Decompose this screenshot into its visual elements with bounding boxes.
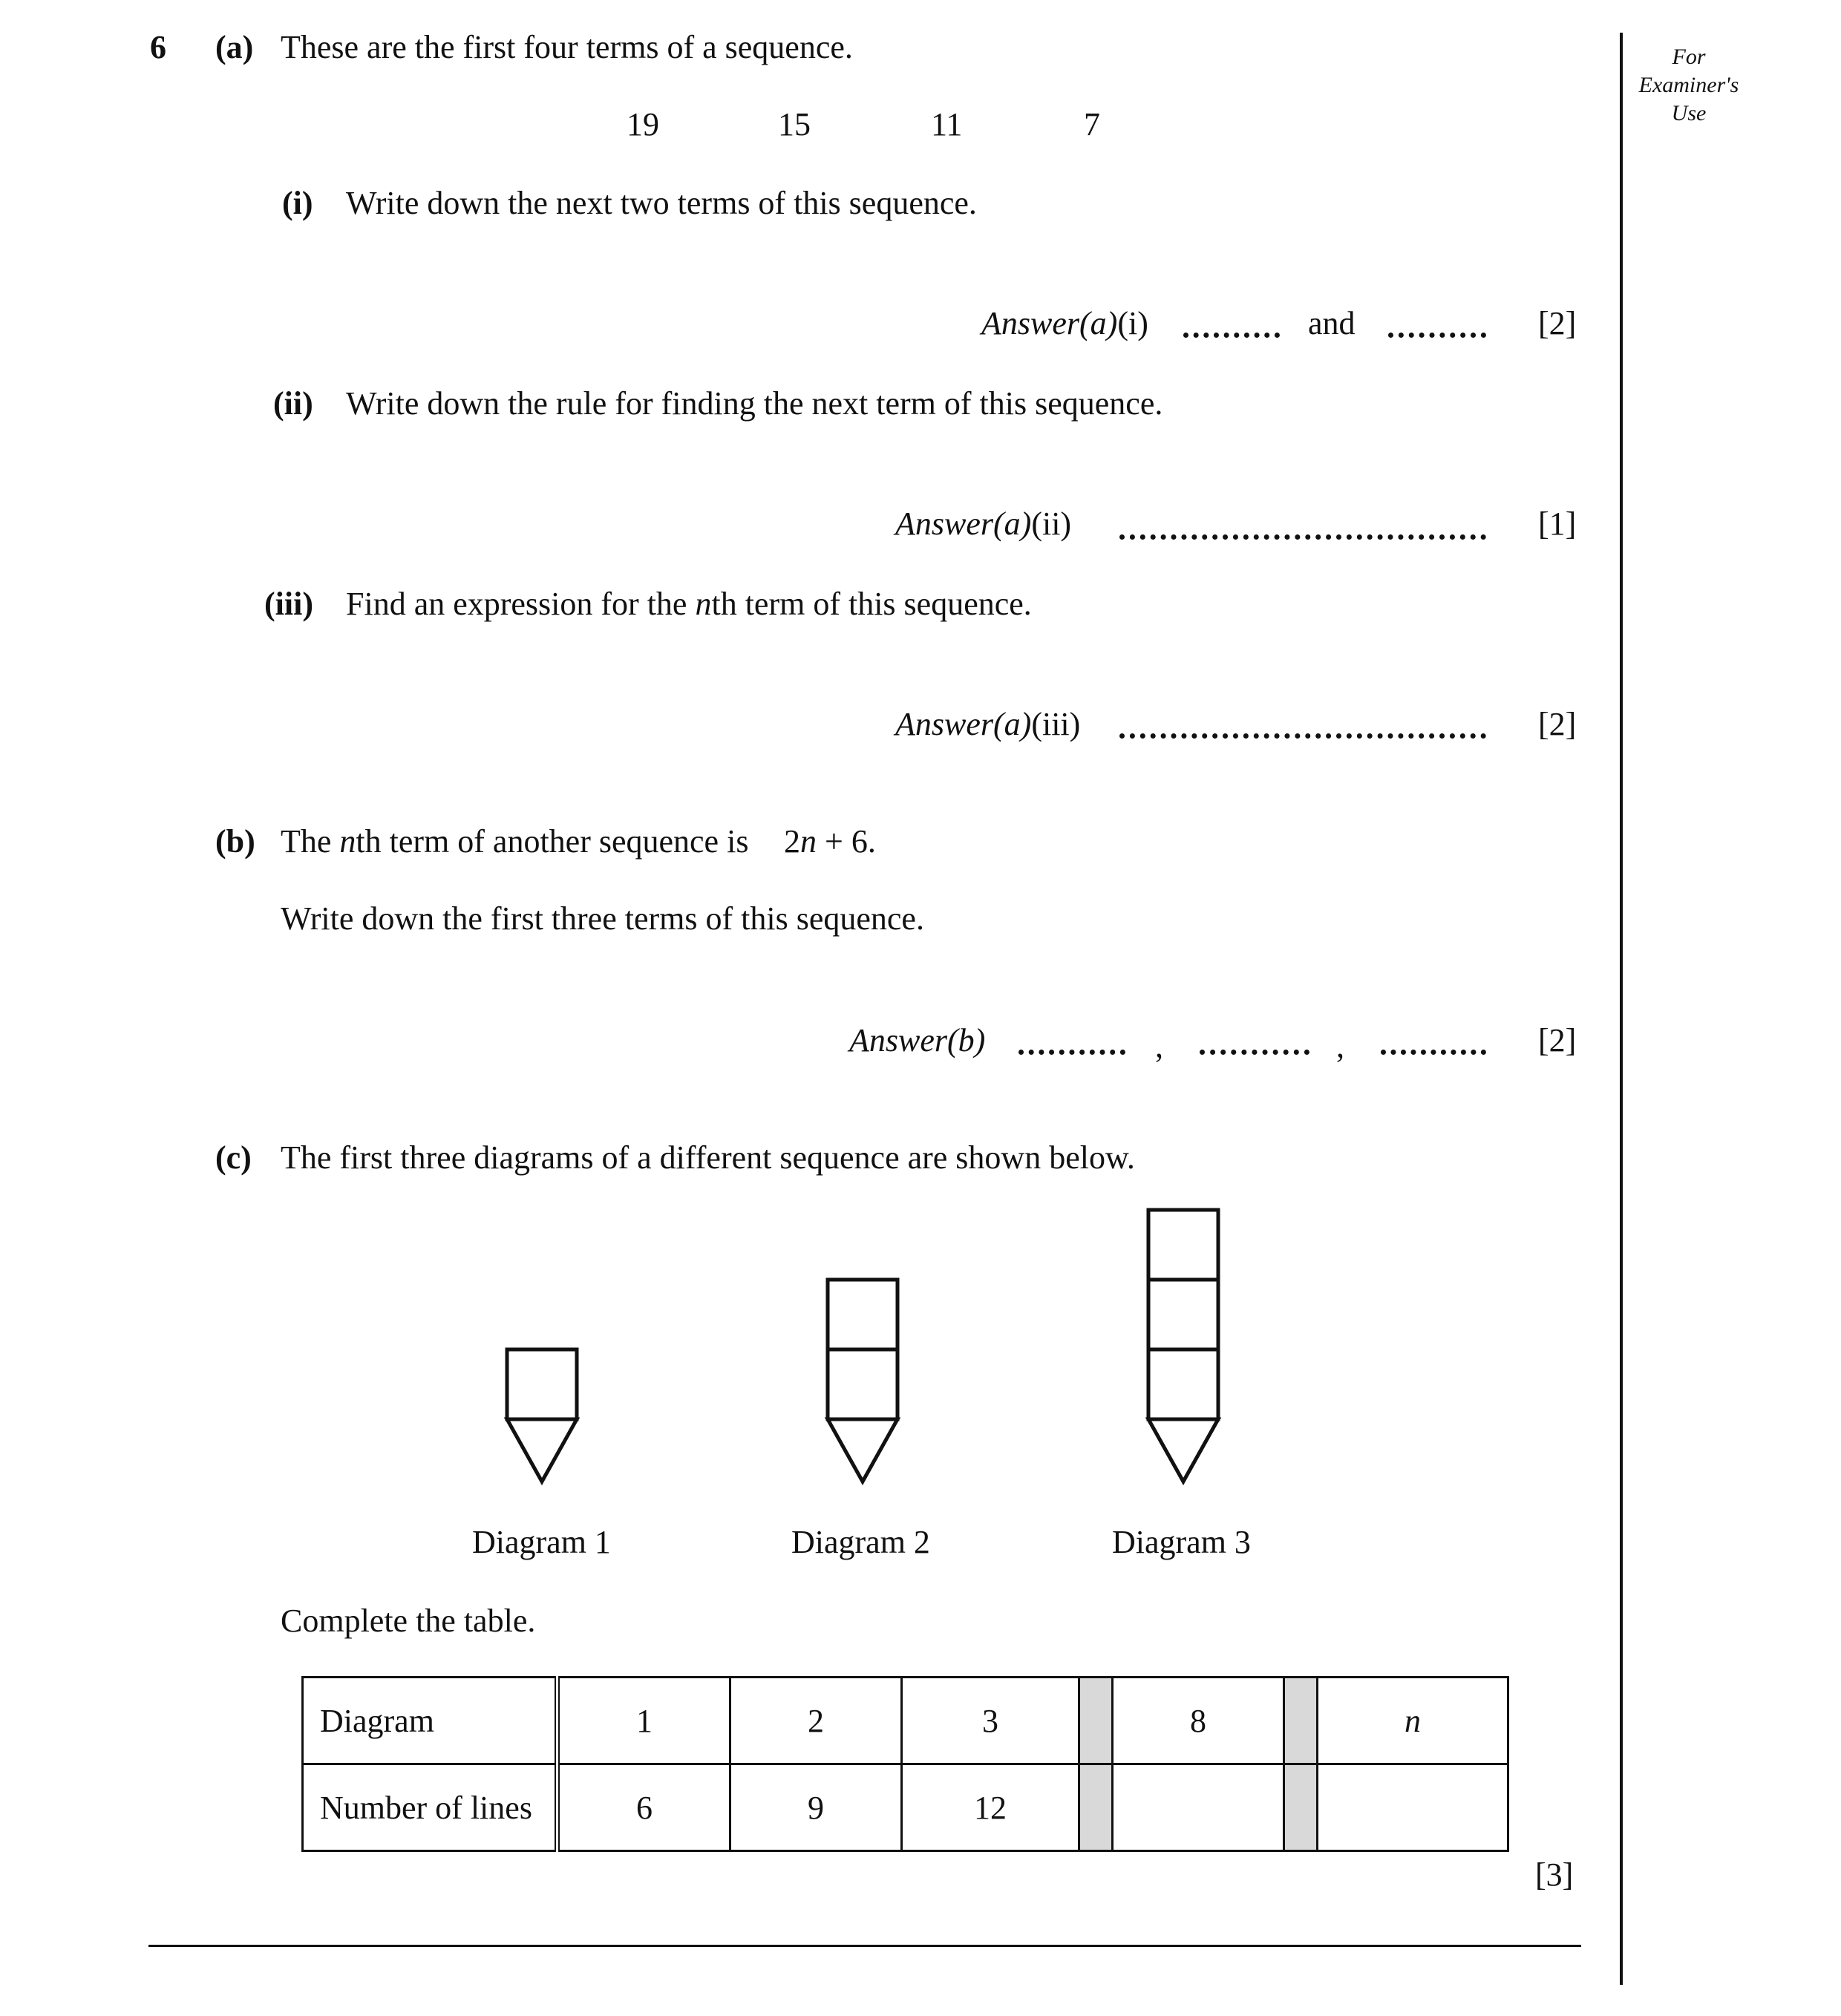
part-a-label: (a) <box>215 29 254 65</box>
marks-a-ii: [1] <box>1538 505 1577 542</box>
table-cell-diagram-8: 8 <box>1113 1678 1284 1764</box>
part-b-prompt: Write down the first three terms of this sequence. <box>281 900 924 937</box>
diagram-3-shape <box>1148 1210 1218 1482</box>
table-cell-lines-3: 12 <box>902 1764 1079 1851</box>
table-cell-diagram-3: 3 <box>902 1678 1079 1764</box>
table-row-lines <box>303 1764 1508 1851</box>
part-a-iii-label: (iii) <box>264 586 313 622</box>
table-gap-cell <box>1284 1678 1318 1764</box>
part-a-i-label: (i) <box>282 185 313 221</box>
diagram-2-square-2 <box>828 1280 897 1349</box>
part-b-label: (b) <box>215 823 255 860</box>
diagram-1-shape <box>507 1349 577 1482</box>
diagram-2-triangle <box>828 1419 897 1482</box>
diagram-2-caption: Diagram 2 <box>791 1524 930 1560</box>
diagram-3-triangle <box>1148 1419 1218 1482</box>
table-cell-lines-1: 6 <box>557 1764 730 1851</box>
table-cell-diagram-n: n <box>1318 1678 1508 1764</box>
table-cell-diagram-1: 1 <box>557 1678 730 1764</box>
diagram-1-triangle <box>507 1419 577 1482</box>
question-number: 6 <box>150 29 166 65</box>
answer-a-i-label: Answer(a)(i) <box>981 305 1148 341</box>
table-answer-lines-8[interactable] <box>1113 1764 1284 1851</box>
part-a-iii-prompt: Find an expression for the nth term of this sequence. <box>346 586 1032 622</box>
part-b-expression: 2n + 6. <box>784 823 876 860</box>
part-a-ii-prompt: Write down the rule for finding the next term of this sequence. <box>346 385 1163 422</box>
sequence-term-1: 19 <box>627 106 659 143</box>
diagram-3-square-3 <box>1148 1210 1218 1280</box>
part-c-instruction: Complete the table. <box>281 1603 536 1639</box>
table-gap-cell <box>1079 1764 1113 1851</box>
sequence-table <box>301 1676 1509 1852</box>
table-gap-cell <box>1079 1678 1113 1764</box>
diagram-3-square-1 <box>1148 1349 1218 1419</box>
marks-b: [2] <box>1538 1022 1577 1058</box>
answer-b-separator-2: , <box>1336 1028 1344 1064</box>
marks-c: [3] <box>1535 1856 1574 1893</box>
answer-a-ii-label: Answer(a)(ii) <box>895 505 1072 542</box>
examiner-use-label: For Examiner's Use <box>1638 45 1739 125</box>
sequence-term-4: 7 <box>1084 106 1100 143</box>
marks-a-iii: [2] <box>1538 706 1577 742</box>
table-gap-cell <box>1284 1764 1318 1851</box>
answer-a-iii-label: Answer(a)(iii) <box>895 706 1081 742</box>
table-header-lines: Number of lines <box>303 1764 557 1851</box>
table-cell-diagram-2: 2 <box>730 1678 902 1764</box>
answer-a-i-joiner: and <box>1308 305 1356 341</box>
table-header-diagram: Diagram <box>303 1678 557 1764</box>
answer-b-label: Answer(b) <box>849 1022 986 1058</box>
diagram-1-square-1 <box>507 1349 577 1419</box>
answer-b-separator-1: , <box>1155 1028 1163 1064</box>
table-cell-lines-2: 9 <box>730 1764 902 1851</box>
table-answer-lines-n[interactable] <box>1318 1764 1508 1851</box>
sequence-term-3: 11 <box>931 106 963 143</box>
part-c-label: (c) <box>215 1139 252 1176</box>
page-bottom-rule <box>148 1945 1581 1947</box>
diagram-2-shape <box>828 1280 897 1482</box>
part-a-i-prompt: Write down the next two terms of this sequence. <box>346 185 977 221</box>
diagram-3-square-2 <box>1148 1280 1218 1349</box>
diagram-3-caption: Diagram 3 <box>1112 1524 1251 1560</box>
diagram-2-square-1 <box>828 1349 897 1419</box>
part-b-text: The nth term of another sequence is <box>281 823 749 860</box>
diagram-1-caption: Diagram 1 <box>472 1524 611 1560</box>
sequence-term-2: 15 <box>778 106 811 143</box>
part-a-ii-label: (ii) <box>273 385 313 422</box>
table-row-diagram <box>303 1678 1508 1764</box>
marks-a-i: [2] <box>1538 305 1577 341</box>
part-a-intro: These are the first four terms of a sequence. <box>281 29 853 65</box>
part-c-intro: The first three diagrams of a different sequence are shown below. <box>281 1139 1135 1176</box>
